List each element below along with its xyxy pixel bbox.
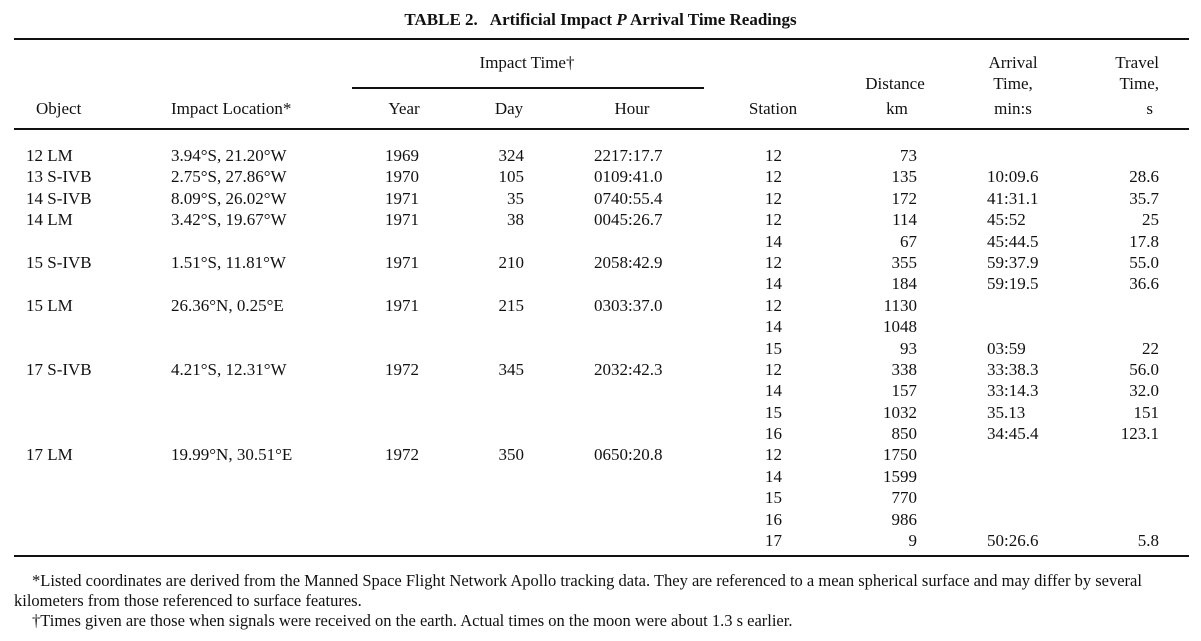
cell-day: 215 (498, 295, 524, 315)
cell-day: 345 (498, 359, 524, 379)
cell-station: 14 (765, 381, 782, 401)
cell-location: 3.42°S, 19.67°W (171, 210, 287, 230)
cell-station: 12 (765, 210, 782, 230)
cell-year: 1971 (385, 295, 419, 315)
header-station: Station (748, 99, 798, 118)
cell-day: 105 (498, 167, 524, 187)
cell-year: 1970 (385, 167, 419, 187)
cell-travel: 36.6 (1129, 274, 1159, 294)
header-day: Day (494, 99, 524, 118)
header-impact-time: Impact Time† (479, 53, 575, 72)
cell-arrival: 34:45.4 (987, 424, 1039, 444)
cell-object: 17 S-IVB (26, 359, 92, 379)
table-row (0, 295, 1201, 316)
cell-location: 4.21°S, 12.31°W (171, 359, 287, 379)
cell-station: 12 (765, 167, 782, 187)
cell-day: 38 (507, 210, 524, 230)
header-arrival-3: min:s (994, 99, 1032, 118)
cell-object: 15 LM (26, 295, 73, 315)
cell-location: 1.51°S, 11.81°W (171, 252, 286, 272)
table-title (0, 10, 1201, 30)
cell-distance: 986 (891, 509, 917, 529)
cell-station: 15 (765, 338, 782, 358)
cell-arrival: 33:14.3 (987, 381, 1039, 401)
cell-hour: 0109:41.0 (594, 167, 663, 187)
cell-station: 15 (765, 402, 782, 422)
cell-distance: 73 (900, 146, 917, 165)
cell-station: 14 (765, 231, 782, 251)
cell-year: 1969 (385, 146, 419, 165)
cell-distance: 338 (891, 359, 917, 379)
cell-arrival: 10:09.6 (987, 167, 1039, 187)
cell-travel: 28.6 (1129, 167, 1159, 187)
header-hour: Hour (614, 99, 650, 118)
table-row (0, 359, 1201, 380)
cell-year: 1972 (385, 445, 419, 465)
table-row (0, 487, 1201, 508)
cell-distance: 157 (891, 381, 917, 401)
cell-station: 12 (765, 146, 782, 165)
cell-year: 1971 (385, 252, 419, 272)
header-travel-2: Time, (1119, 74, 1159, 93)
cell-station: 12 (765, 359, 782, 379)
cell-distance: 114 (892, 210, 917, 230)
cell-distance: 135 (891, 167, 917, 187)
table-number: TABLE 2. (404, 10, 478, 29)
cell-year: 1971 (385, 210, 419, 230)
cell-station: 14 (765, 317, 782, 337)
cell-location: 19.99°N, 30.51°E (171, 445, 293, 465)
table-row (0, 509, 1201, 530)
table-row (0, 423, 1201, 444)
cell-distance: 67 (900, 231, 917, 251)
cell-arrival: 33:38.3 (987, 359, 1039, 379)
cell-station: 17 (765, 531, 782, 551)
cell-station: 15 (765, 488, 782, 508)
header-year: Year (388, 99, 420, 118)
cell-location: 26.36°N, 0.25°E (171, 295, 284, 315)
table-row (0, 402, 1201, 423)
cell-year: 1971 (385, 188, 419, 208)
cell-distance: 355 (891, 252, 917, 272)
cell-travel: 56.0 (1129, 359, 1159, 379)
cell-travel: 151 (1133, 402, 1159, 422)
cell-station: 12 (765, 445, 782, 465)
cell-distance: 93 (900, 338, 917, 358)
table-row (0, 188, 1201, 209)
cell-arrival: 45:44.5 (987, 231, 1039, 251)
cell-location: 2.75°S, 27.86°W (171, 167, 287, 187)
header-distance-2: km (886, 99, 908, 118)
header-distance-1: Distance (865, 74, 925, 93)
table-row (0, 316, 1201, 337)
cell-distance: 184 (891, 274, 917, 294)
cell-hour: 0303:37.0 (594, 295, 663, 315)
header-travel-3: s (1146, 99, 1153, 118)
cell-station: 14 (765, 274, 782, 294)
footnote-times: †Times given are those when signals were received on the earth. Actual times on the moon were about 1.3 s earlier. (32, 611, 793, 630)
cell-station: 12 (765, 295, 782, 315)
top-rule (14, 38, 1189, 40)
cell-hour: 0740:55.4 (594, 188, 663, 208)
header-object: Object (36, 99, 82, 118)
table-bottom-rule (14, 555, 1189, 557)
cell-distance: 1048 (883, 317, 917, 337)
cell-object: 14 S-IVB (26, 188, 92, 208)
table-row (0, 338, 1201, 359)
cell-day: 324 (498, 146, 524, 165)
cell-object: 14 LM (26, 210, 73, 230)
cell-distance: 1130 (883, 295, 917, 315)
table-row (0, 530, 1201, 551)
cell-station: 12 (765, 252, 782, 272)
cell-hour: 2032:42.3 (594, 359, 663, 379)
cell-distance: 1032 (883, 402, 917, 422)
cell-travel: 17.8 (1129, 231, 1159, 251)
cell-day: 35 (507, 188, 524, 208)
cell-distance: 172 (891, 188, 917, 208)
cell-distance: 1750 (883, 445, 917, 465)
cell-day: 350 (498, 445, 524, 465)
cell-hour: 0045:26.7 (594, 210, 663, 230)
header-travel-1: Travel (1115, 53, 1159, 72)
cell-travel: 32.0 (1129, 381, 1159, 401)
cell-distance: 850 (891, 424, 917, 444)
cell-location: 3.94°S, 21.20°W (171, 146, 287, 165)
cell-station: 16 (765, 424, 782, 444)
cell-distance: 9 (908, 531, 917, 551)
header-impact-location: Impact Location* (171, 99, 292, 118)
table-row (0, 466, 1201, 487)
cell-travel: 22 (1142, 338, 1159, 358)
impact-time-rule (352, 87, 704, 89)
table-row (0, 444, 1201, 465)
table-title-pre: Artificial Impact (489, 10, 617, 29)
cell-arrival: 45:52 (987, 210, 1026, 230)
cell-station: 12 (765, 188, 782, 208)
cell-year: 1972 (385, 359, 419, 379)
cell-location: 8.09°S, 26.02°W (171, 188, 287, 208)
cell-arrival: 50:26.6 (987, 531, 1039, 551)
table-row (0, 145, 1201, 166)
cell-travel: 25 (1142, 210, 1159, 230)
cell-hour: 0650:20.8 (594, 445, 663, 465)
table-row (0, 273, 1201, 294)
table-row (0, 166, 1201, 187)
table-body (0, 145, 1201, 551)
cell-station: 14 (765, 466, 782, 486)
cell-object: 13 S-IVB (26, 167, 92, 187)
cell-travel: 123.1 (1120, 424, 1159, 444)
footnote-coordinates: *Listed coordinates are derived from the Manned Space Flight Network Apollo tracking data. They are referenced to a mean spherical surface and may differ by several kilometers from those referenced to surface features. (14, 571, 1142, 610)
header-arrival-2: Time, (993, 74, 1033, 93)
table-row (0, 252, 1201, 273)
cell-travel: 35.7 (1129, 188, 1159, 208)
table-row (0, 209, 1201, 230)
cell-arrival: 41:31.1 (987, 188, 1039, 208)
cell-arrival: 59:19.5 (987, 274, 1039, 294)
cell-travel: 5.8 (1137, 531, 1159, 551)
cell-arrival: 35.13 (987, 402, 1026, 422)
cell-day: 210 (498, 252, 524, 272)
cell-object: 12 LM (26, 146, 73, 165)
cell-arrival: 59:37.9 (987, 252, 1039, 272)
cell-station: 16 (765, 509, 782, 529)
cell-object: 17 LM (26, 445, 73, 465)
cell-hour: 2217:17.7 (594, 146, 663, 165)
table-title-post: Arrival Time Readings (626, 10, 797, 29)
cell-travel: 55.0 (1129, 252, 1159, 272)
table-row (0, 380, 1201, 401)
cell-object: 15 S-IVB (26, 252, 92, 272)
table-title-variable: P (616, 10, 627, 29)
cell-distance: 1599 (883, 466, 917, 486)
cell-arrival: 03:59 (987, 338, 1026, 358)
table-row (0, 231, 1201, 252)
cell-distance: 770 (891, 488, 917, 508)
header-arrival-1: Arrival (988, 53, 1038, 72)
header-bottom-rule (14, 128, 1189, 130)
cell-hour: 2058:42.9 (594, 252, 663, 272)
